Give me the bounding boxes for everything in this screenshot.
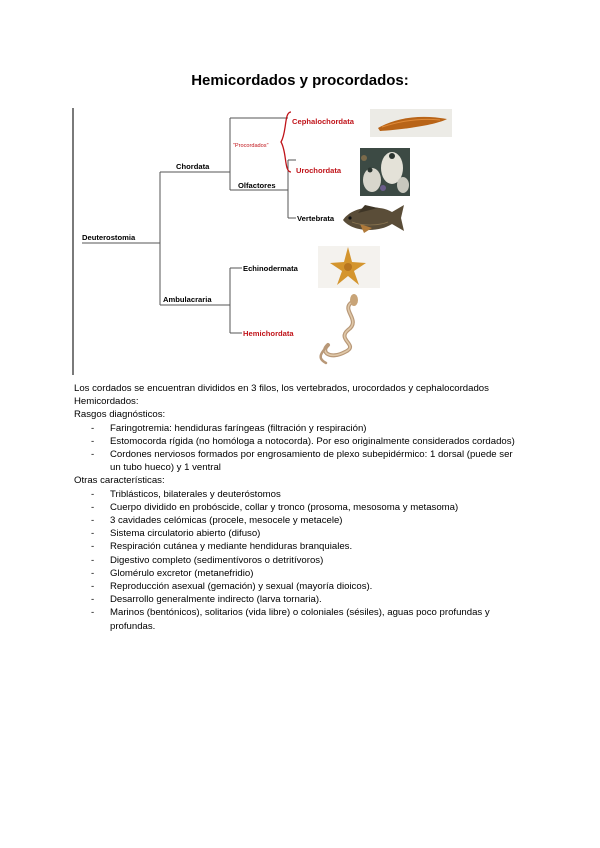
list-item: - Triblásticos, bilaterales y deuteróstomos <box>74 488 524 501</box>
list-item: - Estomocorda rígida (no homóloga a notocorda). Por eso originalmente considerados cordados) <box>74 435 524 448</box>
starfish-image <box>318 246 380 288</box>
otras-list <box>74 488 524 633</box>
label-ambulacraria: Ambulacraria <box>163 295 212 304</box>
tunicate-image <box>360 148 410 196</box>
phylogenetic-tree <box>0 0 600 380</box>
label-vertebrata: Vertebrata <box>297 214 335 223</box>
list-item: - Respiración cutánea y mediante hendiduras branquiales. <box>74 540 524 553</box>
rasgos-list <box>74 422 524 475</box>
page-title: Hemicordados y procordados: <box>191 72 409 89</box>
label-echinodermata: Echinodermata <box>243 264 298 273</box>
label-procordados: “Procordados” <box>233 143 269 149</box>
procordados-brace <box>281 112 291 172</box>
body-text <box>74 382 524 633</box>
list-item: - Reproducción asexual (gemación) y sexual (mayoría dioicos). <box>74 580 524 593</box>
label-hemichordata: Hemichordata <box>243 329 294 338</box>
label-cephalochordata: Cephalochordata <box>292 117 355 126</box>
fish-image <box>343 205 404 233</box>
otras-heading: Otras características: <box>74 475 165 487</box>
list-item: - Sistema circulatorio abierto (difuso) <box>74 527 524 540</box>
list-item: - Digestivo completo (sedimentívoros o detritívoros) <box>74 554 524 567</box>
list-item: - Cuerpo dividido en probóscide, collar y tronco (prosoma, mesosoma y metasoma) <box>74 501 524 514</box>
label-urochordata: Urochordata <box>296 166 342 175</box>
acorn-worm-image <box>321 294 358 363</box>
list-item: - 3 cavidades celómicas (procele, mesocele y metacele) <box>74 514 524 527</box>
label-deuterostomia: Deuterostomia <box>82 233 136 242</box>
hemicordados-heading: Hemicordados: <box>74 396 139 408</box>
list-item: - Cordones nerviosos formados por engrosamiento de plexo subepidérmico: 1 dorsal (puede ser un tubo hueco) y 1 ventral <box>74 448 524 474</box>
intro-text: Los cordados se encuentran divididos en 3 filos, los vertebrados, urocordados y cephalocordados <box>74 383 489 394</box>
lancelet-image <box>370 109 452 137</box>
list-item: - Marinos (bentónicos), solitarios (vida libre) o coloniales (sésiles), aguas poco profundas y profundas. <box>74 606 524 632</box>
label-chordata: Chordata <box>176 162 210 171</box>
rasgos-heading: Rasgos diagnósticos: <box>74 409 166 421</box>
list-item: - Desarrollo generalmente indirecto (larva tornaria). <box>74 593 524 606</box>
label-olfactores: Olfactores <box>238 181 276 190</box>
list-item: - Faringotremia: hendiduras faríngeas (filtración y respiración) <box>74 422 524 435</box>
list-item: - Glomérulo excretor (metanefridio) <box>74 567 524 580</box>
